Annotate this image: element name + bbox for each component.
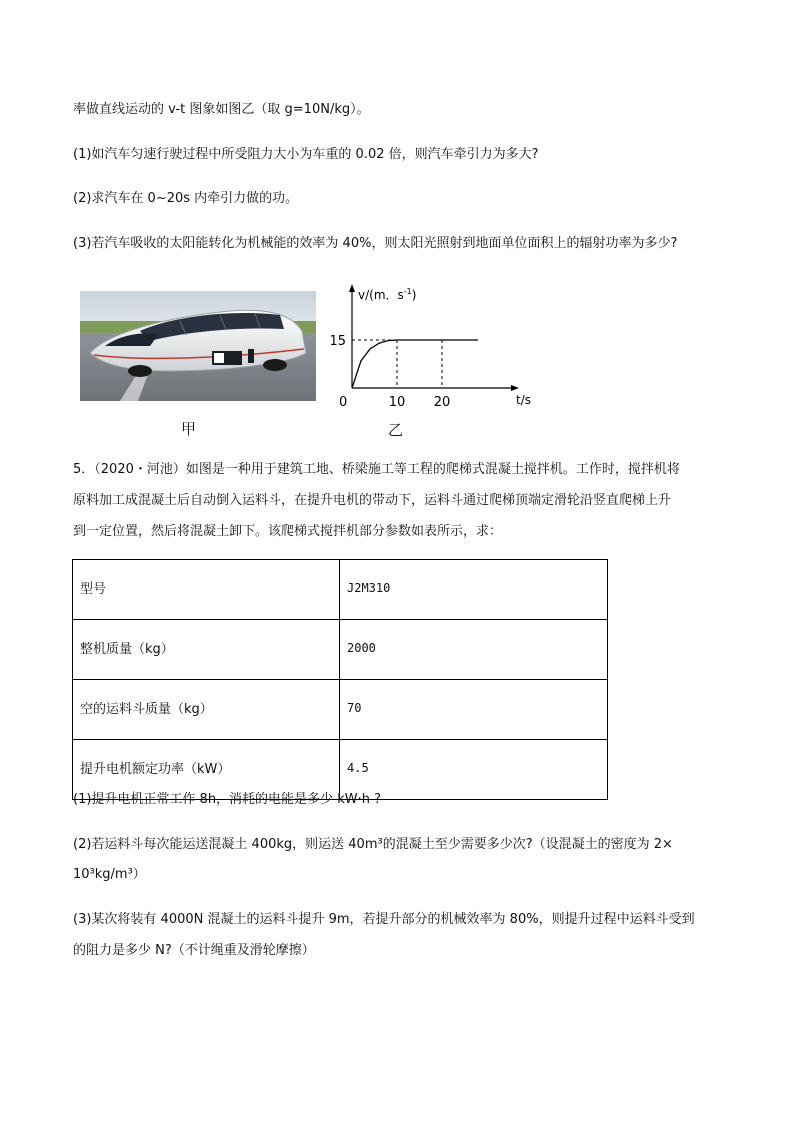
vt-graph-svg xyxy=(330,280,540,410)
photo-caption: 甲 xyxy=(181,420,197,438)
series-line xyxy=(352,340,478,388)
x-axis-arrow-icon xyxy=(511,385,519,391)
table-cell-value: 2000 xyxy=(340,620,608,680)
q5-sub2-a: (2)若运料斗每次能运送混凝土 400kg，则运送 40m³的混凝土至少需要多少次?（设混凝土的密度为 2× xyxy=(73,837,673,852)
y-axis-label: v/(m．$s^{-1}$) xyxy=(358,287,417,302)
parameter-table xyxy=(72,559,608,800)
q5-sub2-b: 10³kg/m³） xyxy=(73,867,146,882)
q4-sub3: (3)若汽车吸收的太阳能转化为机械能的效率为 40%，则太阳光照射到地面单位面积上的辐射功率为多少? xyxy=(73,236,678,251)
q4-intro-tail: 率做直线运动的 v-t 图象如图乙（取 g=10N/kg）。 xyxy=(73,102,370,117)
table-cell-value: 4.5 xyxy=(340,740,608,800)
y-axis-arrow-icon xyxy=(349,284,355,292)
q5-line3: 到一定位置，然后将混凝土卸下。该爬梯式搅拌机部分参数如表所示，求： xyxy=(73,524,503,539)
y-tick-label: 15 xyxy=(330,334,346,349)
table-cell-label: 空的运料斗质量（kg） xyxy=(73,680,340,740)
graph-caption: 乙 xyxy=(388,421,404,439)
q4-sub2: (2)求汽车在 0~20s 内牵引力做的功。 xyxy=(73,191,299,206)
table-cell-value: J2M310 xyxy=(340,560,608,620)
table-cell-label: 提升电机额定功率（kW） xyxy=(73,740,340,800)
q5-sub1: (1)提升电机正常工作 8h，消耗的电能是多少 kW·h ? xyxy=(73,792,381,807)
table-cell-value: 70 xyxy=(340,680,608,740)
table-row xyxy=(73,620,608,680)
x-axis-label: t/s xyxy=(516,393,531,407)
table-row xyxy=(73,680,608,740)
x-tick-label: 10 xyxy=(388,395,406,410)
solar-car-image xyxy=(80,291,316,401)
q5-line2: 原料加工成混凝土后自动倒入运料斗，在提升电机的带动下，运料斗通过爬梯顶端定滑轮沿竖直爬梯上升 xyxy=(73,493,672,508)
q5-sub3-b: 的阻力是多少 N?（不计绳重及滑轮摩擦） xyxy=(73,943,315,958)
table-cell-label: 整机质量（kg） xyxy=(73,620,340,680)
q5-sub3-a: (3)某次将装有 4000N 混凝土的运料斗提升 9m，若提升部分的机械效率为 80%，则提升过程中运料斗受到 xyxy=(73,912,695,927)
q5-line1: 5．（2020・河池）如图是一种用于建筑工地、桥梁施工等工程的爬梯式混凝土搅拌机。工作时，搅拌机将 xyxy=(73,462,680,477)
q4-sub1: (1)如汽车匀速行驶过程中所受阻力大小为车重的 0.02 倍，则汽车牵引力为多大? xyxy=(73,147,539,162)
x-tick-label: 20 xyxy=(433,395,451,410)
table-row xyxy=(73,560,608,620)
solar-car-photo xyxy=(80,291,316,401)
table-cell-label: 型号 xyxy=(73,560,340,620)
origin-label: 0 xyxy=(339,395,348,410)
vt-graph xyxy=(330,280,540,410)
